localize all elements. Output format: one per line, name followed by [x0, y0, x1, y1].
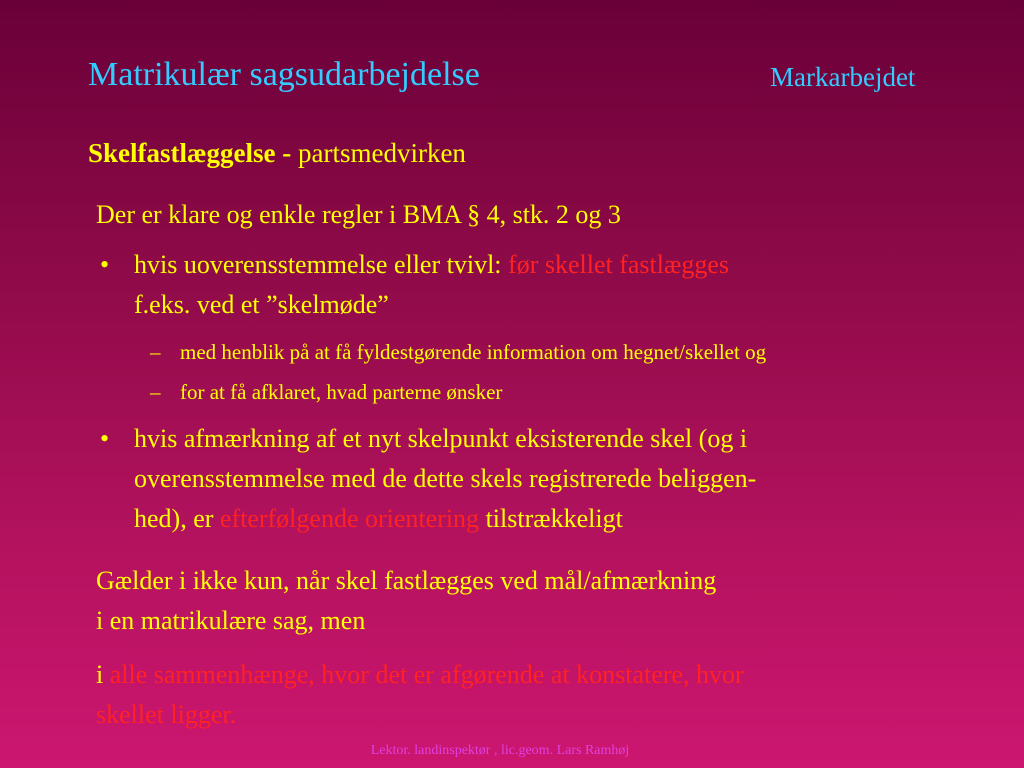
subitem-marker: – [150, 380, 161, 404]
slide-subtitle [88, 138, 466, 169]
bullet-1-line-2: f.eks. ved et ”skelmøde” [134, 290, 389, 319]
closing-line-2: i en matrikulære sag, men [96, 606, 366, 635]
subtitle-normal: partsmedvirken [291, 138, 466, 168]
subtitle-bold: Skelfastlæggelse - [88, 138, 292, 168]
bullet-2-prefix: hed), er [134, 504, 220, 533]
bullet-2-suffix: tilstrækkeligt [479, 504, 623, 533]
bullet-marker: • [100, 424, 110, 453]
bullet-1-line-1 [134, 250, 729, 280]
bullet-2-line-3 [134, 504, 623, 534]
bullet-1-text: hvis uoverensstemmelse eller tvivl: [134, 250, 509, 279]
bullet-2-line-1: hvis afmærkning af et nyt skelpunkt eksisterende skel (og i [134, 424, 748, 453]
footer-credit: Lektor. landinspektør , lic.geom. Lars Ramhøj [370, 743, 630, 758]
closing-highlight: alle sammenhænge, hvor det er afgørende at konstatere, hvor [109, 660, 744, 689]
subitem-marker: – [150, 340, 161, 364]
closing-prefix: i [96, 660, 110, 689]
bullet-1-highlight: før skellet fastlægges [508, 250, 729, 279]
bullet-2-line-2: overensstemmelse med de dette skels registrerede beliggen- [134, 464, 757, 493]
section-label: Markarbejdet [770, 62, 916, 92]
bullet-marker: • [100, 250, 110, 279]
slide-title: Matrikulær sagsudarbejdelse [88, 56, 480, 93]
closing-line-1: Gælder i ikke kun, når skel fastlægges ved mål/afmærkning [96, 566, 717, 595]
intro-text: Der er klare og enkle regler i BMA § 4, stk. 2 og 3 [96, 200, 621, 229]
bullet-2-highlight: efterfølgende orientering [219, 504, 480, 533]
closing-line-4: skellet ligger. [96, 700, 237, 729]
subitem-2: for at få afklaret, hvad parterne ønsker [180, 380, 503, 404]
closing-line-3 [96, 660, 744, 690]
subitem-1: med henblik på at få fyldestgørende information om hegnet/skellet og [180, 340, 767, 364]
